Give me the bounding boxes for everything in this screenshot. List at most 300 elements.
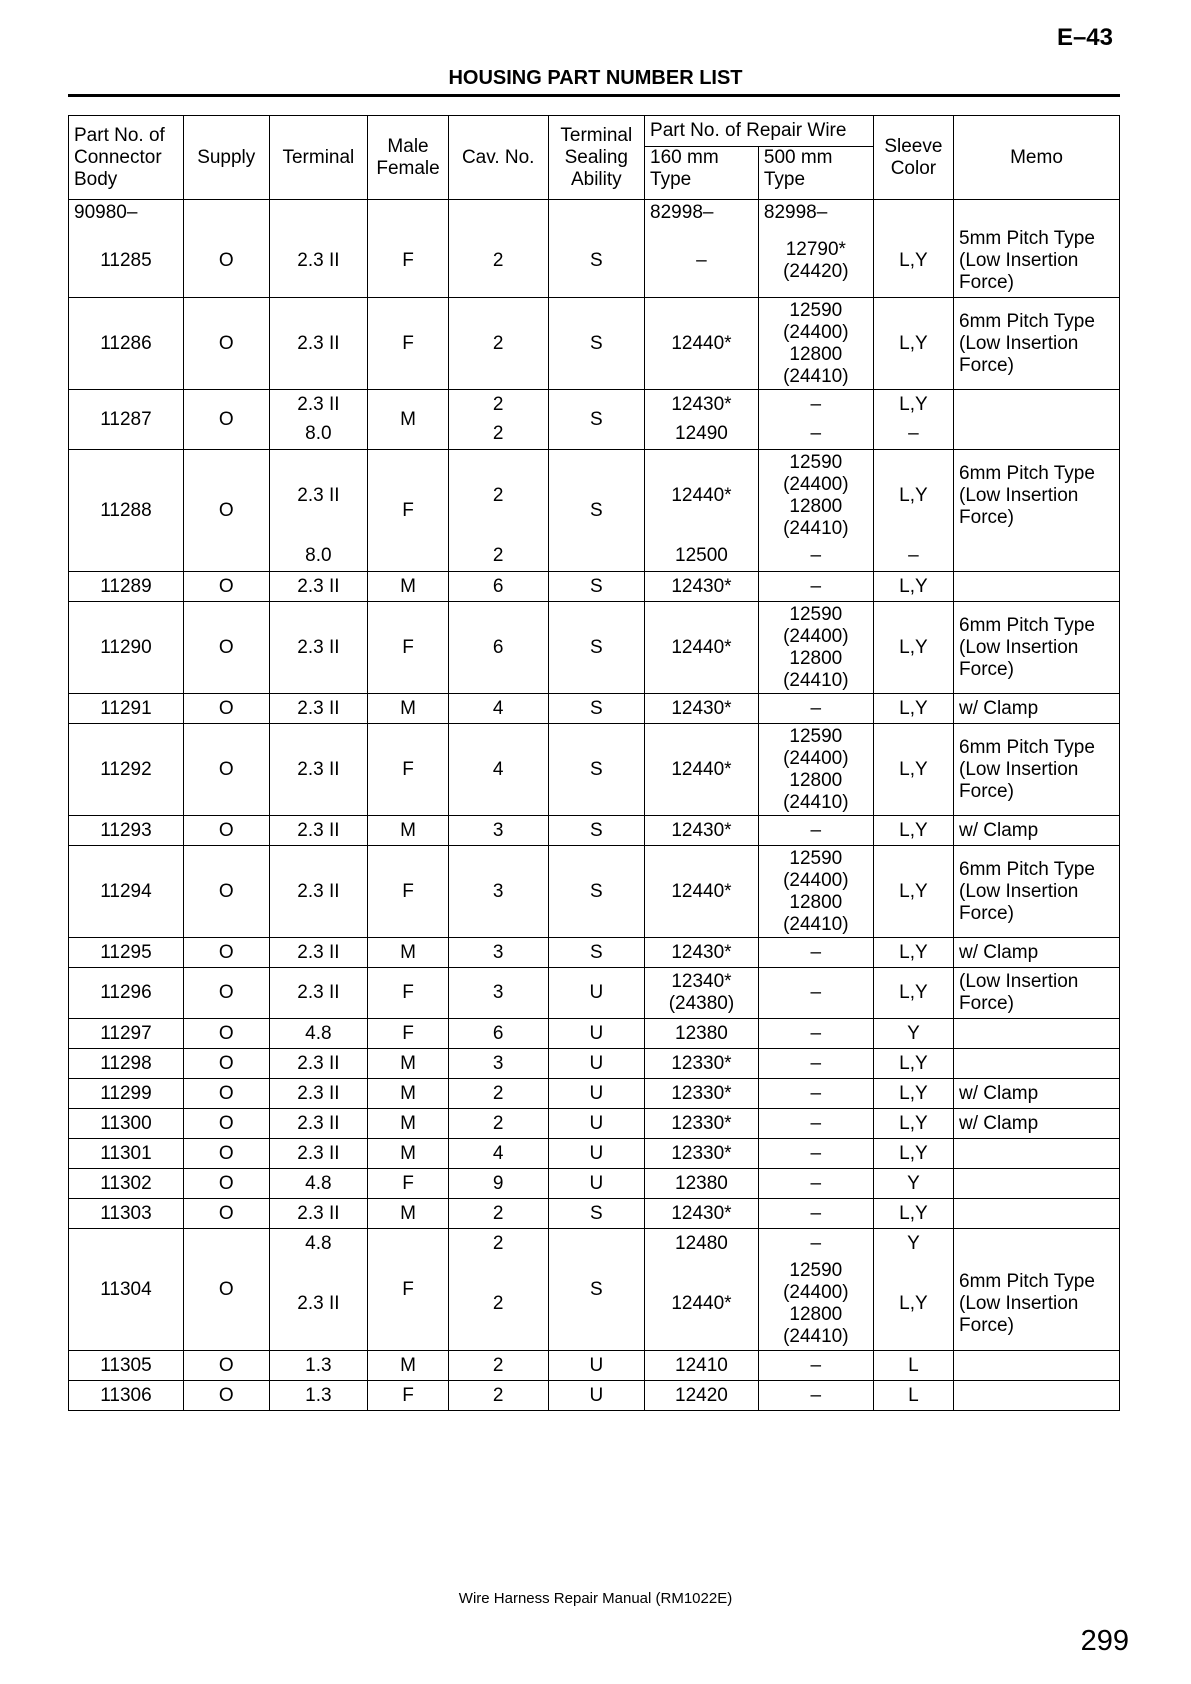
cell-line: 2 — [492, 1112, 504, 1134]
cell-line: O — [218, 1082, 234, 1104]
cell-line: 2.3 II — [297, 1052, 340, 1074]
cell-terminal — [269, 420, 368, 450]
cell-part — [69, 938, 184, 968]
cell-line: (Low Insertion — [959, 250, 1079, 272]
cell-terminal — [269, 1079, 368, 1109]
cell-line: 11297 — [100, 1022, 152, 1044]
cell-part — [69, 572, 184, 602]
cell-line: 2.3 II — [297, 393, 340, 415]
table-row — [69, 938, 1120, 968]
cell-w160 — [645, 1019, 759, 1049]
cell-line: 12420 — [675, 1384, 728, 1406]
cell-seal — [548, 968, 644, 1019]
cell-line: L,Y — [899, 1082, 928, 1104]
cell-w500 — [758, 390, 873, 420]
cell-line: (Low Insertion — [959, 332, 1079, 354]
cell-line: 11294 — [100, 880, 152, 902]
cell-line: 12430* — [671, 1202, 732, 1224]
cell-line: 2 — [492, 332, 504, 354]
cell-line: w/ Clamp — [959, 1112, 1039, 1134]
cell-mf — [368, 226, 449, 298]
cell-line: 12440* — [671, 484, 732, 506]
cell-seal — [548, 1079, 644, 1109]
cell-line: O — [218, 332, 234, 354]
cell-memo — [954, 542, 1120, 572]
cell-part — [69, 846, 184, 938]
header-text: Sleeve — [884, 135, 943, 157]
cell-line: 12790* — [785, 239, 846, 261]
cell-w500 — [758, 1019, 873, 1049]
cell-line: U — [589, 1142, 604, 1164]
cell-line: 6mm Pitch Type — [959, 736, 1095, 758]
cell-line: (24400) — [783, 1282, 849, 1304]
table-row — [69, 1139, 1120, 1169]
cell-mf — [368, 1169, 449, 1199]
cell-terminal — [269, 1229, 368, 1259]
cell-mf — [368, 1079, 449, 1109]
cell-line: w/ Clamp — [959, 941, 1039, 963]
cell-line: 2.3 II — [297, 758, 340, 780]
cell-line: L,Y — [899, 880, 928, 902]
cell-line: 12800 — [789, 495, 843, 517]
cell-line: M — [400, 1052, 416, 1074]
cell-seal — [548, 602, 644, 694]
cell-line: 2 — [492, 1232, 504, 1254]
page-code: E–43 — [1056, 24, 1113, 51]
cell-w160 — [645, 226, 759, 298]
cell-line: 12440* — [671, 332, 732, 354]
cell-line: 1.3 — [305, 1384, 332, 1406]
table-row — [69, 724, 1120, 816]
cell-supply — [183, 572, 269, 602]
cell-part — [69, 1169, 184, 1199]
cell-line: 11299 — [100, 1082, 152, 1104]
cell-line: 4.8 — [305, 1232, 332, 1254]
cell-supply — [183, 1351, 269, 1381]
cell-line: 3 — [492, 880, 504, 902]
cell-line: S — [589, 941, 603, 963]
cell-terminal — [269, 1019, 368, 1049]
cell-line: 12800 — [789, 769, 843, 791]
cell-w500 — [758, 1229, 873, 1259]
cell-line: S — [589, 250, 603, 272]
cell-line: 11300 — [100, 1112, 152, 1134]
cell-line: O — [218, 250, 234, 272]
cell-w500 — [758, 938, 873, 968]
header-cav-no: Cav. No. — [448, 116, 548, 200]
cell-mf — [368, 572, 449, 602]
cell-w160 — [645, 1351, 759, 1381]
cell-line: 2.3 II — [297, 1142, 340, 1164]
cell-mf — [368, 1139, 449, 1169]
cell-w160 — [645, 1109, 759, 1139]
footer: Wire Harness Repair Manual (RM1022E) — [458, 1590, 733, 1607]
cell-memo — [954, 572, 1120, 602]
cell-sleeve — [873, 846, 953, 938]
cell-cav — [448, 1351, 548, 1381]
cell-w500 — [758, 450, 873, 542]
cell-part — [69, 816, 184, 846]
cell-cav — [448, 968, 548, 1019]
cell-line: 12330* — [671, 1082, 732, 1104]
cell-line: 2 — [492, 393, 504, 415]
cell-line: 5mm Pitch Type — [959, 228, 1095, 250]
cell-line: Y — [907, 1172, 920, 1194]
cell-line: F — [402, 1172, 414, 1194]
cell-line: O — [218, 575, 234, 597]
cell-line: F — [402, 880, 414, 902]
cell-line: S — [589, 880, 603, 902]
cell-w500 — [758, 602, 873, 694]
cell-memo — [954, 1079, 1120, 1109]
cell-part — [69, 724, 184, 816]
cell-terminal — [269, 1169, 368, 1199]
prefix-w160: 82998– — [645, 200, 759, 226]
table-row — [69, 1229, 1120, 1259]
cell-line: L,Y — [899, 1052, 928, 1074]
cell-line: S — [589, 819, 603, 841]
cell-line: F — [402, 982, 414, 1003]
cell-line: O — [218, 1384, 234, 1406]
cell-w160 — [645, 450, 759, 542]
cell-memo — [954, 1259, 1120, 1351]
cell-part — [69, 298, 184, 390]
cell-supply — [183, 226, 269, 298]
cell-line: O — [218, 697, 234, 719]
cell-w160 — [645, 572, 759, 602]
cell-w160 — [645, 602, 759, 694]
cell-memo — [954, 1049, 1120, 1079]
cell-line: – — [810, 1112, 822, 1134]
header-text: Female — [376, 157, 440, 179]
cell-part — [69, 1049, 184, 1079]
cell-mf — [368, 602, 449, 694]
cell-line: L,Y — [899, 484, 928, 506]
cell-terminal — [269, 1381, 368, 1411]
cell-line: 2.3 II — [297, 1293, 340, 1315]
cell-line: S — [589, 697, 603, 719]
cell-seal — [548, 816, 644, 846]
cell-line: O — [218, 499, 234, 521]
cell-line: 12590 — [789, 847, 843, 869]
cell-line: 2 — [492, 1082, 504, 1104]
cell-line: 2 — [492, 484, 504, 506]
cell-w500 — [758, 1199, 873, 1229]
cell-cav — [448, 1109, 548, 1139]
cell-part — [69, 694, 184, 724]
cell-line: 12800 — [789, 343, 843, 365]
header-sleeve — [873, 116, 953, 200]
cell-supply — [183, 816, 269, 846]
cell-line: (24420) — [783, 261, 849, 283]
cell-cav — [448, 1139, 548, 1169]
cell-line: 11298 — [100, 1052, 152, 1074]
cell-part — [69, 1109, 184, 1139]
cell-line: 6mm Pitch Type — [959, 310, 1095, 332]
cell-mf — [368, 1229, 449, 1351]
cell-supply — [183, 1169, 269, 1199]
header-text: Connector — [74, 146, 162, 168]
table-row — [69, 694, 1120, 724]
cell-line: 6mm Pitch Type — [959, 858, 1095, 880]
cell-line: 11295 — [100, 941, 152, 963]
cell-line: 6 — [492, 1022, 504, 1044]
cell-line: O — [218, 1022, 234, 1044]
cell-line: w/ Clamp — [959, 819, 1039, 841]
cell-line: 4 — [492, 697, 504, 719]
prefix-empty — [548, 200, 644, 226]
cell-w160 — [645, 298, 759, 390]
header-text: Type — [763, 169, 806, 190]
cell-line: – — [810, 941, 822, 963]
page-number: 299 — [1080, 1625, 1129, 1657]
cell-line: 12800 — [789, 891, 843, 913]
cell-line: – — [810, 1082, 822, 1104]
cell-terminal — [269, 816, 368, 846]
cell-supply — [183, 968, 269, 1019]
cell-memo — [954, 226, 1120, 298]
cell-w160 — [645, 968, 759, 1019]
table-row — [69, 846, 1120, 938]
cell-seal — [548, 1229, 644, 1351]
cell-mf — [368, 1199, 449, 1229]
cell-line: O — [218, 941, 234, 963]
cell-line: M — [400, 1202, 416, 1224]
cell-line: O — [218, 1354, 234, 1376]
cell-line: 3 — [492, 819, 504, 841]
cell-terminal — [269, 1259, 368, 1351]
cell-line: 2.3 II — [297, 1082, 340, 1104]
cell-sleeve — [873, 1259, 953, 1351]
cell-terminal — [269, 846, 368, 938]
cell-line: 6 — [492, 636, 504, 658]
cell-terminal — [269, 572, 368, 602]
cell-line: L,Y — [899, 1142, 928, 1164]
cell-sleeve — [873, 938, 953, 968]
cell-w160 — [645, 694, 759, 724]
cell-line: 2 — [492, 1354, 504, 1376]
cell-terminal — [269, 694, 368, 724]
cell-line: 12430* — [671, 697, 732, 719]
cell-line: F — [402, 250, 414, 272]
cell-line: M — [400, 1142, 416, 1164]
cell-line: (Low Insertion — [959, 758, 1079, 780]
cell-line: 2.3 II — [297, 819, 340, 841]
header-sealing — [548, 116, 644, 200]
cell-line: L,Y — [899, 758, 928, 780]
cell-line: 2.3 II — [297, 484, 340, 506]
cell-line: (24400) — [783, 625, 849, 647]
cell-line: M — [400, 697, 416, 719]
cell-line: 12500 — [675, 545, 728, 567]
cell-line: (Low Insertion — [959, 880, 1079, 902]
cell-sleeve — [873, 390, 953, 420]
header-text: Male — [387, 135, 429, 157]
cell-w160 — [645, 938, 759, 968]
cell-cav — [448, 450, 548, 542]
table-row — [69, 1381, 1120, 1411]
cell-line: S — [589, 1278, 603, 1300]
cell-cav — [448, 1049, 548, 1079]
cell-supply — [183, 298, 269, 390]
cell-cav — [448, 1019, 548, 1049]
header-text: Color — [890, 157, 937, 179]
cell-line: L — [908, 1354, 919, 1376]
header-text: Ability — [570, 168, 622, 190]
cell-line: w/ Clamp — [959, 697, 1039, 719]
cell-line: Force) — [959, 506, 1014, 528]
cell-line: U — [589, 1354, 604, 1376]
cell-terminal — [269, 450, 368, 542]
header-500mm — [758, 147, 873, 200]
cell-line: – — [810, 545, 822, 567]
cell-sleeve — [873, 1351, 953, 1381]
cell-line: L,Y — [899, 697, 928, 719]
cell-line: O — [218, 1278, 234, 1300]
cell-line: O — [218, 1172, 234, 1194]
cell-line: L,Y — [899, 636, 928, 658]
cell-line: L,Y — [899, 575, 928, 597]
cell-line: 12430* — [671, 941, 732, 963]
cell-line: 12330* — [671, 1142, 732, 1164]
cell-cav — [448, 1381, 548, 1411]
cell-seal — [548, 572, 644, 602]
cell-seal — [548, 1019, 644, 1049]
cell-terminal — [269, 602, 368, 694]
table-row — [69, 226, 1120, 298]
cell-line: 2 — [492, 1202, 504, 1224]
cell-line: (24410) — [783, 791, 849, 813]
cell-line: 2 — [492, 1293, 504, 1315]
cell-w160 — [645, 1139, 759, 1169]
cell-w160 — [645, 724, 759, 816]
cell-line: 4 — [492, 1142, 504, 1164]
prefix-empty — [873, 200, 953, 226]
cell-supply — [183, 1229, 269, 1351]
cell-line: 4 — [492, 758, 504, 780]
cell-sleeve — [873, 226, 953, 298]
cell-line: Force) — [959, 993, 1014, 1014]
cell-sleeve — [873, 542, 953, 572]
cell-line: 1.3 — [305, 1354, 332, 1376]
cell-seal — [548, 298, 644, 390]
cell-sleeve — [873, 1079, 953, 1109]
cell-line: 12440* — [671, 636, 732, 658]
cell-mf — [368, 724, 449, 816]
cell-terminal — [269, 1139, 368, 1169]
cell-sleeve — [873, 816, 953, 846]
cell-w500 — [758, 1049, 873, 1079]
prefix-row — [69, 200, 1120, 226]
cell-line: 2.3 II — [297, 332, 340, 354]
cell-line: 2.3 II — [297, 250, 340, 272]
cell-line: (24410) — [783, 913, 849, 935]
cell-line: Force) — [959, 354, 1014, 376]
cell-line: 12490 — [675, 423, 728, 445]
cell-w500 — [758, 694, 873, 724]
cell-sleeve — [873, 572, 953, 602]
cell-line: 11292 — [100, 758, 152, 780]
table-row — [69, 1079, 1120, 1109]
prefix-empty — [448, 200, 548, 226]
cell-line: 11303 — [100, 1202, 152, 1224]
cell-line: (24400) — [783, 869, 849, 891]
header-text: Sealing — [564, 146, 628, 168]
cell-line: 2.3 II — [297, 982, 340, 1003]
table-row — [69, 1199, 1120, 1229]
cell-line: (24400) — [783, 321, 849, 343]
cell-part — [69, 1381, 184, 1411]
cell-w500 — [758, 846, 873, 938]
header-male-female — [368, 116, 449, 200]
header-text: Body — [74, 168, 118, 190]
cell-line: (24410) — [783, 1326, 849, 1348]
cell-memo — [954, 694, 1120, 724]
cell-line: (Low Insertion — [959, 1293, 1079, 1315]
cell-line: M — [400, 408, 416, 430]
cell-w500 — [758, 1139, 873, 1169]
cell-mf — [368, 1109, 449, 1139]
cell-line: S — [589, 332, 603, 354]
cell-w500 — [758, 420, 873, 450]
cell-sleeve — [873, 1049, 953, 1079]
cell-w500 — [758, 1351, 873, 1381]
cell-memo — [954, 1109, 1120, 1139]
cell-line: – — [810, 1172, 822, 1194]
cell-terminal — [269, 1049, 368, 1079]
cell-w160 — [645, 816, 759, 846]
cell-part — [69, 1351, 184, 1381]
cell-line: F — [402, 758, 414, 780]
cell-line: 9 — [492, 1172, 504, 1194]
cell-line: U — [589, 1082, 604, 1104]
cell-w500 — [758, 968, 873, 1019]
cell-line: 12800 — [789, 1304, 843, 1326]
cell-memo — [954, 938, 1120, 968]
cell-line: Y — [907, 1232, 920, 1254]
cell-memo — [954, 390, 1120, 450]
cell-memo — [954, 724, 1120, 816]
cell-memo — [954, 1199, 1120, 1229]
cell-cav — [448, 1229, 548, 1259]
cell-supply — [183, 694, 269, 724]
cell-line: F — [402, 499, 414, 521]
cell-line: 12380 — [675, 1172, 728, 1194]
cell-seal — [548, 1049, 644, 1079]
cell-w500 — [758, 542, 873, 572]
cell-line: 3 — [492, 1052, 504, 1074]
cell-line: (24380) — [668, 993, 735, 1014]
cell-supply — [183, 450, 269, 572]
cell-w160 — [645, 1169, 759, 1199]
cell-line: 3 — [492, 941, 504, 963]
cell-line: – — [810, 1052, 822, 1074]
cell-mf — [368, 390, 449, 450]
cell-line: U — [589, 1172, 604, 1194]
cell-line: O — [218, 636, 234, 658]
cell-part — [69, 602, 184, 694]
header-text: Terminal — [560, 124, 633, 146]
prefix-empty — [269, 200, 368, 226]
cell-line: – — [810, 982, 822, 1003]
cell-line: – — [810, 1232, 822, 1254]
cell-mf — [368, 968, 449, 1019]
cell-line: 2 — [492, 250, 504, 272]
cell-line: O — [218, 1052, 234, 1074]
cell-line: L,Y — [899, 819, 928, 841]
cell-supply — [183, 1381, 269, 1411]
cell-terminal — [269, 1351, 368, 1381]
